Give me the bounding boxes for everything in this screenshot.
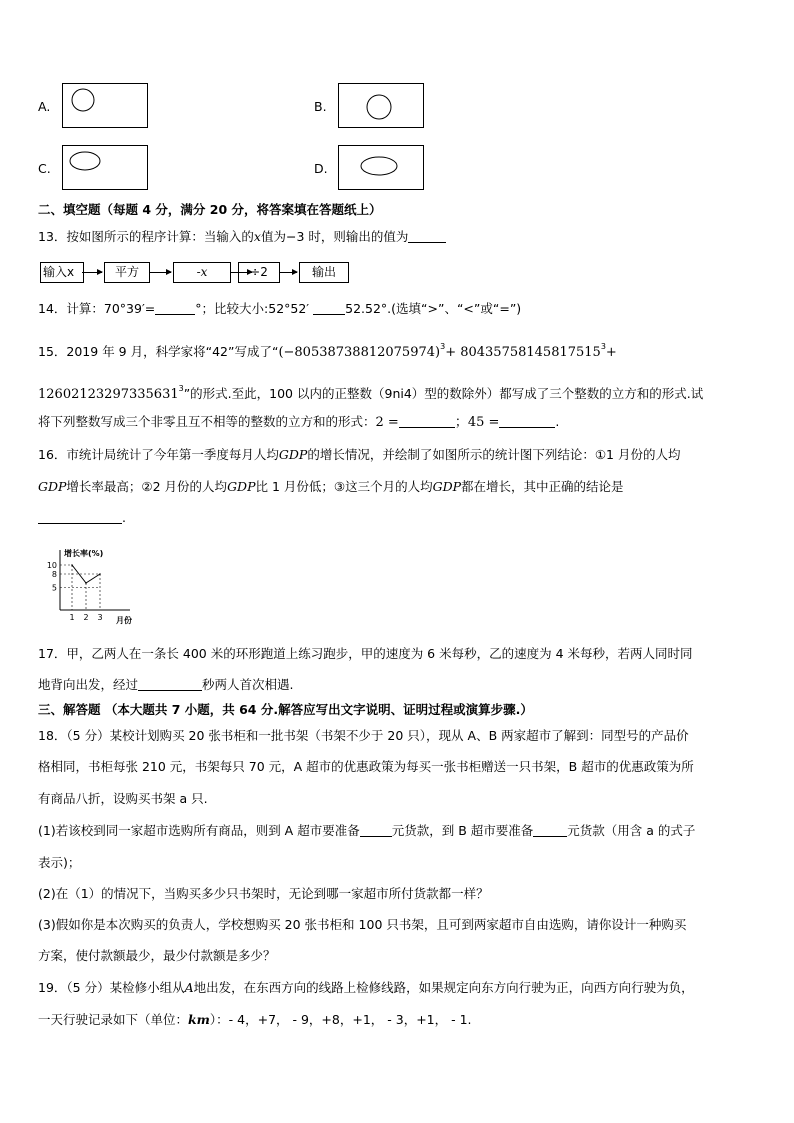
- q16-text-e: 都在增长，其中正确的结论是: [461, 479, 624, 494]
- question-15-line-1: 15．2019 年 9 月，科学家将“42”写成了“$(-80538738812075974)^3+ 80435758145817515^3+$: [38, 342, 617, 360]
- q17-text-a: 地背向出发，经过: [38, 677, 139, 692]
- option-a-figure: [62, 83, 148, 128]
- q15-term-1: (−80538738812075974): [278, 345, 441, 360]
- q16-text-b: 的增长情况，并绘制了如图所示的统计图下列结论：①1 月份的人均: [307, 447, 681, 462]
- question-17-line-2: [38, 676, 294, 694]
- q18-part-1-b: 元货款，到 B 超市要准备: [391, 823, 534, 838]
- q16-gdp-3: GDP: [227, 479, 256, 494]
- chart-y-tick-10: 10: [46, 561, 57, 570]
- q18-line-3: 有商品八折，设购买书架 a 只.: [38, 791, 208, 806]
- q14-text-c: 52.52°.(选填“>”、“<”或“=”): [345, 301, 522, 316]
- q15-blank-1[interactable]: [399, 413, 455, 428]
- q14-text-a: 14．计算：70°39′=: [38, 301, 156, 316]
- flow-divide-box: ÷2: [238, 262, 280, 283]
- chart-y-tick-5: 5: [51, 583, 57, 593]
- option-c-label: C.: [38, 161, 51, 176]
- chart-point-2: [85, 582, 87, 584]
- question-16-line-3: [38, 509, 126, 527]
- q18-blank-b[interactable]: [533, 822, 567, 837]
- q19-text-c: 一天行驶记录如下（单位：: [38, 1012, 189, 1027]
- q19-text-b: 地出发，在东西方向的线路上检修线路，如果规定向东方向行驶为正，向西方向行驶为负，: [193, 980, 694, 995]
- q19-text-d: ）：- 4，+7， - 9，+8，+1， - 3，+1， - 1.: [209, 1012, 472, 1027]
- q19-unit-km: km: [188, 1012, 210, 1027]
- flow-arrow-4: [279, 272, 297, 273]
- option-a-label: A.: [38, 99, 51, 114]
- section-2-heading: 二、填空题（每题 4 分，满分 20 分，将答案填在答题纸上）: [38, 202, 382, 217]
- q19-text-a: 19．（5 分）某检修小组从: [38, 980, 185, 995]
- q19-point-a: A: [184, 980, 194, 995]
- question-14: [38, 300, 521, 318]
- q16-gdp-2: GDP: [38, 479, 67, 494]
- flow-arrow-1: [82, 272, 102, 273]
- q15-blank-2[interactable]: [499, 413, 555, 428]
- chart-x-tick-2: 2: [83, 613, 89, 622]
- q18-line-4: [38, 822, 695, 840]
- chart-y-label: 增长率(%): [64, 549, 104, 558]
- option-d-figure: [338, 145, 424, 190]
- q15-period: .: [555, 414, 560, 429]
- chart-x-label: 月份: [116, 616, 132, 625]
- flow-square-box: 平方: [104, 262, 150, 283]
- q18-line-8: 方案，使付款额最少，最少付款额是多少？: [38, 948, 276, 963]
- q15-plus: +: [605, 345, 617, 360]
- flow-arrow-2: [149, 272, 171, 273]
- question-15-line-2: 12602123297335631$^3$”的形式.至此，100 以内的正整数（9ni4）型的数除外）都写成了三个整数的立方和的形式.试: [38, 384, 704, 402]
- gdp-growth-chart: [40, 546, 150, 626]
- section-3-heading: 三、解答题 （本大题共 7 小题，共 64 分.解答应写出文字说明、证明过程或演算步骤.）: [38, 702, 533, 717]
- q15-eq-45: ；45 =: [454, 415, 500, 430]
- q18-line-7: (3)假如你是本次购买的负责人，学校想购买 20 张书柜和 100 只书架，且可到两家超市自由选购，请你设计一种购买: [38, 917, 687, 932]
- q19-line-2: [38, 1011, 472, 1029]
- chart-x-tick-3: 3: [97, 613, 103, 622]
- question-15-line-3: [38, 413, 559, 432]
- q15-term-2: + 80435758145817515: [445, 345, 601, 360]
- flow-output-box: 输出: [299, 262, 349, 283]
- q14-text-b: °；比较大小:52°52′: [195, 301, 310, 316]
- flow-input-box: 输入x: [40, 262, 84, 283]
- q15-text-a: 15．2019 年 9 月，科学家将“42”写成了“: [38, 344, 279, 359]
- q15-eq-2: 2 =: [375, 415, 399, 430]
- chart-point-1: [71, 564, 73, 566]
- q18-line-5: 表示)；: [38, 855, 81, 870]
- q18-blank-a[interactable]: [360, 822, 392, 837]
- option-b-label: B.: [314, 99, 327, 114]
- option-d-label: D.: [314, 161, 328, 176]
- q13-text-b: 值为−3 时，则输出的值为: [260, 229, 409, 244]
- q13-var-x: x: [253, 229, 261, 244]
- q15-line-3-text: 将下列整数写成三个非零且互不相等的整数的立方和的形式：: [38, 414, 376, 429]
- q14-blank-1[interactable]: [155, 300, 195, 315]
- q17-answer-blank[interactable]: [138, 676, 202, 691]
- q17-text-b: 秒两人首次相遇.: [202, 677, 294, 692]
- q18-line-6: (2)在（1）的情况下，当购买多少只书架时，无论到哪一家超市所付货款都一样？: [38, 886, 489, 901]
- q16-text-d: 比 1 月份低；③这三个月的人均: [255, 479, 433, 494]
- q16-gdp-1: GDP: [278, 447, 308, 462]
- question-16-line-2: [38, 478, 624, 496]
- question-17-line-1: 17．甲，乙两人在一条长 400 米的环形跑道上练习跑步，甲的速度为 6 米每秒，乙的速度为 4 米每秒，若两人同时同: [38, 646, 693, 661]
- flow-minus-x-box: -x: [173, 262, 231, 283]
- q14-blank-2[interactable]: [313, 300, 345, 315]
- q16-gdp-4: GDP: [432, 479, 462, 494]
- q15-line-2-text: ”的形式.至此，100 以内的正整数（9ni4）型的数除外）都写成了三个整数的立方和的形式.试: [183, 386, 704, 401]
- q19-line-1: [38, 979, 694, 997]
- q16-text-a: 16．市统计局统计了今年第一季度每月人均: [38, 447, 279, 462]
- chart-y-tick-8: 8: [51, 570, 57, 579]
- q16-text-c: 增长率最高；②2 月份的人均: [66, 479, 228, 494]
- q18-line-1: 18．（5 分）某校计划购买 20 张书柜和一批书架（书架不少于 20 只），现从 A、B 两家超市了解到：同型号的产品价: [38, 728, 689, 743]
- option-c-figure: [62, 145, 148, 190]
- question-16-line-1: [38, 446, 680, 464]
- chart-point-3: [99, 573, 101, 575]
- q15-term-3: 12602123297335631: [38, 387, 179, 402]
- q16-period: .: [122, 510, 126, 525]
- question-13: [38, 228, 446, 246]
- q16-answer-blank[interactable]: [38, 509, 122, 524]
- option-b-figure: [338, 83, 424, 128]
- q18-part-1-c: 元货款（用含 a 的式子: [567, 823, 696, 838]
- q13-answer-blank[interactable]: [408, 228, 446, 243]
- q18-line-2: 格相同，书柜每张 210 元，书架每只 70 元，A 超市的优惠政策为每买一张书柜赠送一只书架，B 超市的优惠政策为所: [38, 759, 694, 774]
- q13-text-a: 13．按如图所示的程序计算：当输入的: [38, 229, 254, 244]
- chart-x-tick-1: 1: [69, 613, 75, 622]
- q18-part-1-a: (1)若该校到同一家超市选购所有商品，则到 A 超市要准备: [38, 823, 360, 838]
